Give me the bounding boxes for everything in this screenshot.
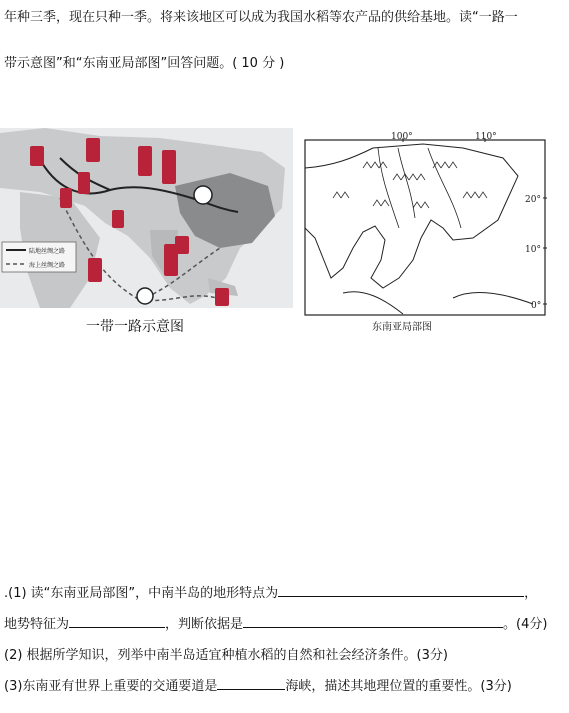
- southeast-asia-map: [303, 128, 548, 318]
- question-1b-mid: ，判断依据是: [165, 617, 244, 632]
- question-2: (2) 根据所学知识，列举中南半岛适宜种植水稻的自然和社会经济条件。(3分): [4, 648, 448, 663]
- latitude-10-label: 10°: [525, 245, 541, 255]
- legend-sea-label: 海上丝绸之路: [29, 262, 66, 269]
- southeast-asia-caption: 东南亚局部图: [372, 322, 432, 333]
- answer-blank-basis[interactable]: [243, 615, 503, 628]
- answer-blank-terrain[interactable]: [278, 584, 524, 597]
- question-3: [4, 675, 512, 694]
- question-1b-end: 。(4分): [503, 617, 548, 632]
- intro-line-2: 带示意图”和“东南亚局部图”回答问题。( 10 分 ): [4, 56, 285, 71]
- latitude-0-label: 0°: [531, 301, 542, 311]
- southeast-asia-map-graphic: [303, 128, 548, 318]
- question-1-line-b: [4, 613, 547, 632]
- latitude-20-label: 20°: [525, 195, 541, 205]
- question-1-line-a: [4, 582, 537, 601]
- question-1-prefix: .(1) 读“东南亚局部图”，中南半岛的地形特点为: [4, 586, 279, 601]
- question-3-prefix: (3)东南亚有世界上重要的交通要道是: [4, 679, 218, 694]
- belt-road-map-graphic: [0, 128, 293, 308]
- belt-road-caption: 一带一路示意图: [86, 319, 184, 335]
- legend-land-label: 陆地丝绸之路: [29, 248, 66, 255]
- belt-road-map: [0, 128, 293, 308]
- intro-line-1: 年种三季，现在只种一季。将来该地区可以成为我国水稻等农产品的供给基地。读“一路一: [4, 10, 518, 25]
- longitude-110-label: 110°: [475, 132, 497, 142]
- question-1b-prefix: 地势特征为: [4, 617, 70, 632]
- question-3-suffix: 海峡，描述其地理位置的重要性。(3分): [285, 679, 512, 694]
- answer-blank-strait[interactable]: [217, 677, 285, 690]
- longitude-100-label: 100°: [391, 132, 413, 142]
- answer-blank-slope[interactable]: [69, 615, 165, 628]
- question-1-end: ，: [524, 586, 538, 601]
